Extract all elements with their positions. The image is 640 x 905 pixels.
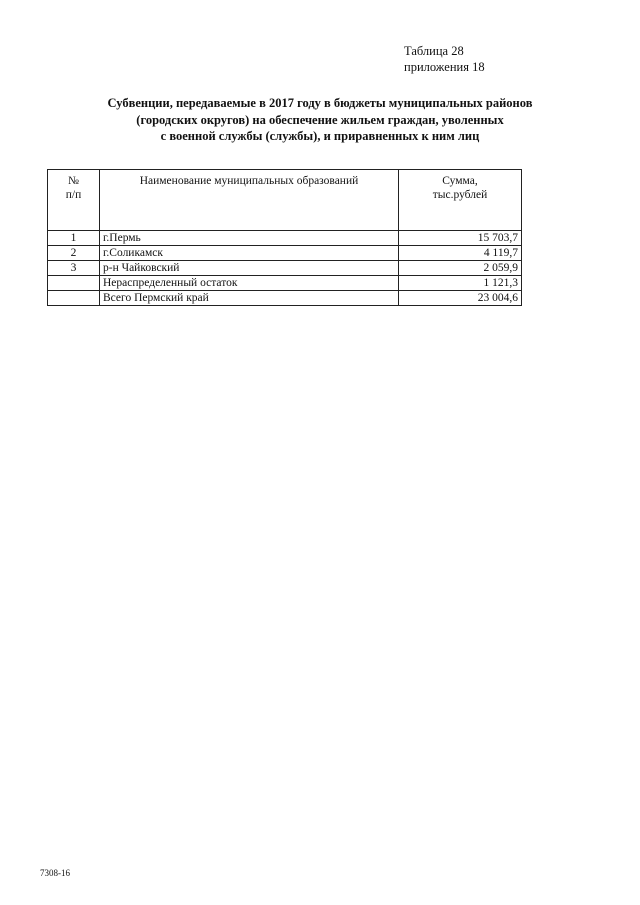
header-sum (399, 170, 522, 231)
row-number (48, 291, 100, 306)
municipality-name: р-н Чайковский (100, 261, 399, 276)
table-row (48, 246, 522, 261)
subvention-table (47, 169, 522, 306)
total-amount: 23 004,6 (399, 291, 522, 306)
table-row (48, 261, 522, 276)
row-number (48, 276, 100, 291)
municipality-name: г.Пермь (100, 231, 399, 246)
header-number-symbol: № (68, 175, 79, 187)
header-number-abbrev: п/п (65, 189, 82, 201)
table-row (48, 276, 522, 291)
total-label: Всего Пермский край (100, 291, 399, 306)
subvention-amount: 15 703,7 (399, 231, 522, 246)
row-number: 2 (48, 246, 100, 261)
unallocated-remainder-label: Нераспределенный остаток (100, 276, 399, 291)
subvention-amount: 4 119,7 (399, 246, 522, 261)
document-code: 7308-16 (40, 868, 70, 878)
title-line-2: (городских округов) на обеспечение жильем граждан, уволенных (136, 112, 504, 127)
header-sum-unit: тыс.рублей (432, 189, 488, 201)
annex-appendix-number: приложения 18 (404, 60, 485, 74)
table-header-row (48, 170, 522, 231)
unallocated-remainder-amount: 1 121,3 (399, 276, 522, 291)
title-line-3: с военной службы (службы), и приравненных к ним лиц (160, 129, 480, 143)
header-number (48, 170, 100, 231)
header-sum-label: Сумма, (442, 175, 478, 187)
document-title (60, 95, 580, 145)
subvention-amount: 2 059,9 (399, 261, 522, 276)
table-row (48, 231, 522, 246)
municipality-name: г.Соликамск (100, 246, 399, 261)
row-number: 3 (48, 261, 100, 276)
header-name (100, 170, 399, 231)
row-number: 1 (48, 231, 100, 246)
title-line-1: Субвенции, передаваемые в 2017 году в бюджеты муниципальных районов (107, 96, 533, 110)
table-total-row (48, 291, 522, 306)
header-name-label: Наименование муниципальных образований (139, 175, 359, 187)
annex-reference (404, 43, 485, 75)
annex-table-number: Таблица 28 (404, 44, 464, 58)
